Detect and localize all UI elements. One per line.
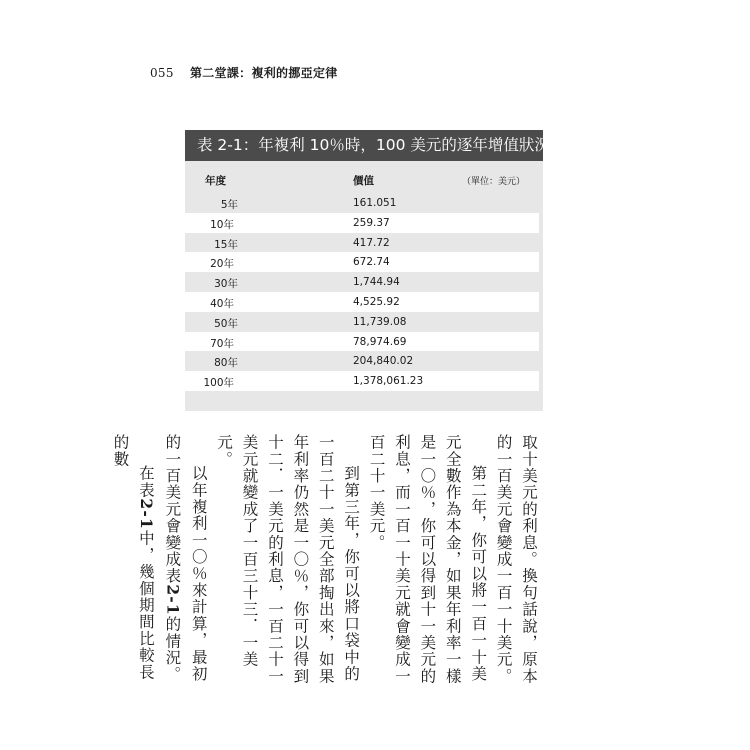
cell-year: 40年: [210, 297, 234, 310]
paragraph: [159, 434, 211, 696]
table-row: [185, 272, 543, 292]
cell-year: 10年: [210, 218, 234, 231]
cell-year: 100年: [203, 377, 234, 390]
table-reference: 2-1: [163, 584, 183, 616]
table-body: [185, 193, 543, 391]
growth-table: [185, 130, 550, 411]
paragraph-text: 中，幾個期間比較長的數: [111, 434, 155, 681]
table-title: 表 2-1：年複利 10％時，100 美元的逐年增值狀況: [185, 130, 543, 161]
page-number: 055: [150, 66, 174, 80]
paragraph-text: 以年複利一〇％來計算，最初的一百美元會變成表: [163, 434, 208, 683]
table-header-row: [185, 167, 543, 193]
paragraph: [107, 434, 159, 696]
cell-value: 161.051: [353, 197, 397, 209]
cell-value: 417.72: [353, 236, 390, 249]
cell-value: 672.74: [353, 256, 390, 269]
cell-value: 259.37: [353, 216, 390, 229]
table-row: [185, 332, 539, 352]
paragraph: 取十美元的利息。換句話說，原本的一百美元會變成一百一十美元。: [494, 434, 538, 685]
table-row: [185, 292, 539, 312]
table-reference: 2-1: [136, 498, 156, 531]
cell-year: 50年: [214, 317, 238, 330]
table-row: [185, 252, 539, 272]
paragraph: 到第三年，你可以將口袋中的一百二十一美元全部掏出來，如果年利率仍然是一〇％，你可以得到十二．一美元的利息，一百二十一美元就變成了一百三十三．一美元。: [215, 434, 361, 685]
column-header-year: 年度: [205, 175, 226, 187]
cell-value: 1,744.94: [353, 276, 400, 289]
table-row: [185, 233, 543, 253]
cell-value: 1,378,061.23: [353, 375, 424, 388]
column-header-value: 價值: [353, 175, 374, 187]
cell-year: 20年: [210, 258, 234, 271]
table-row: [185, 193, 543, 213]
paragraph-text: 的情況。: [163, 615, 182, 683]
page-header: [150, 64, 338, 81]
cell-value: 4,525.92: [353, 295, 400, 308]
cell-year: 70年: [210, 337, 234, 350]
cell-year: 80年: [214, 357, 238, 370]
table-row: [185, 312, 543, 332]
cell-year: 15年: [214, 238, 238, 251]
unit-note: （單位：美元）: [461, 177, 525, 187]
table-row: [185, 213, 539, 233]
cell-value: 204,840.02: [353, 355, 414, 368]
cell-year: 30年: [214, 278, 238, 291]
cell-value: 78,974.69: [353, 335, 407, 348]
table-row: [185, 371, 539, 391]
cell-year: 5年: [220, 199, 238, 211]
paragraph: 第二年，你可以將一百一十美元全數作為本金，如果年利率一樣是一〇％，你可以得到十一美元的利息，而一百一十美元就會變成一百二十一美元。: [367, 434, 488, 685]
chapter-title: 第二堂課：複利的挪亞定律: [189, 66, 338, 80]
table-row: [185, 351, 543, 371]
body-text: [111, 434, 541, 696]
paragraph-text: 在表: [136, 465, 155, 499]
cell-value: 11,739.08: [353, 315, 407, 328]
